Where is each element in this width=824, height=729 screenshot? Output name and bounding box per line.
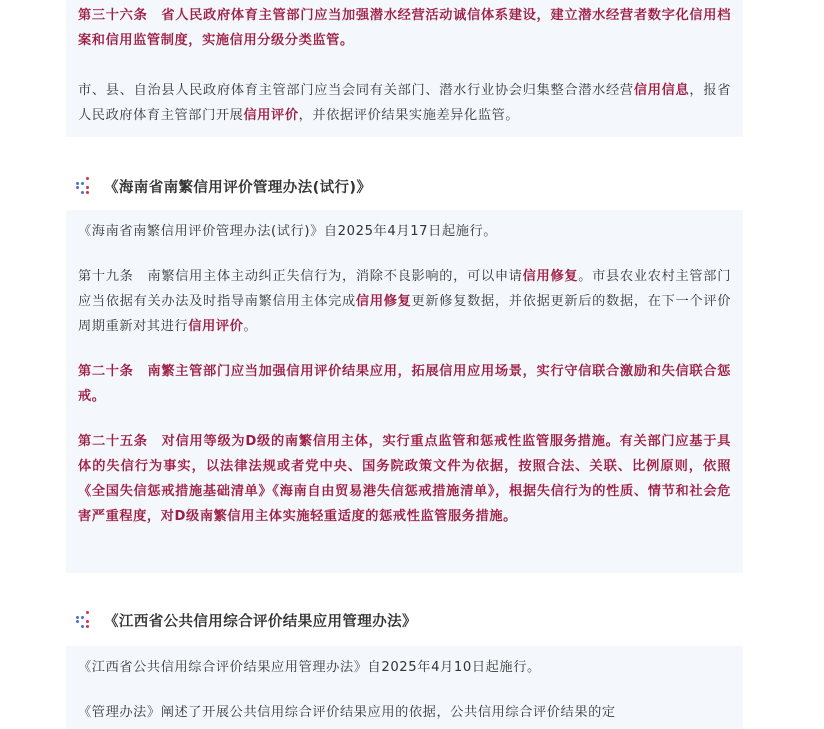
article-19-text-4: 。 <box>243 319 258 334</box>
diving-credit-text-3: ，并依据评价结果实施差异化监管。 <box>298 108 520 123</box>
dot-grid-icon <box>76 177 90 195</box>
diving-credit-paragraph <box>78 78 731 128</box>
jiangxi-effective-date <box>78 655 731 680</box>
section-title: 《江西省公共信用综合评价结果应用管理办法》 <box>104 613 417 630</box>
diving-credit-text-2: ，报省人民政府体育主管部门开展 <box>78 83 732 123</box>
highlight-credit-repair: 信用修复 <box>522 269 579 284</box>
article-20-text: 第二十条 南繁主管部门应当加强信用评价结果应用，拓展信用应用场景，实行守信联合激励和失信联合惩戒。 <box>78 364 731 404</box>
section-heading-nanfan <box>76 174 371 198</box>
highlight-credit-info: 信用信息 <box>633 83 690 98</box>
article-card-jiangxi <box>66 646 743 729</box>
article-25-paragraph <box>78 429 731 529</box>
highlight-credit-evaluation-2: 信用评价 <box>188 319 244 334</box>
article-19-text-1: 第十九条 南繁信用主体主动纠正失信行为，消除不良影响的，可以申请 <box>78 269 523 284</box>
highlight-credit-evaluation: 信用评价 <box>243 108 299 123</box>
article-card-nanfan <box>66 210 743 573</box>
article-36-text: 第三十六条 省人民政府体育主管部门应当加强潜水经营活动诚信体系建设，建立潜水经营者数字化信用档案和信用监管制度，实施信用分级分类监管。 <box>78 8 731 48</box>
article-19-text-2: 。市县农业农村主管部门应当依据有关办法及时指导南繁信用主体完成 <box>78 269 731 309</box>
nanfan-effective-date <box>78 219 731 244</box>
article-19-text-3: 更新修复数据，并依据更新后的数据，在下一个评价周期重新对其进行 <box>78 294 732 334</box>
article-19-paragraph <box>78 264 731 339</box>
diving-credit-text-1: 市、县、自治县人民政府体育主管部门应当会同有关部门、潜水行业协会归集整合潜水经营 <box>78 83 634 98</box>
section-heading-jiangxi <box>76 608 417 632</box>
management-measures-paragraph <box>78 700 731 725</box>
highlight-credit-repair-2: 信用修复 <box>355 294 412 309</box>
management-measures-text: 《管理办法》阐述了开展公共信用综合评价结果应用的依据，公共信用综合评价结果的定 <box>78 705 616 720</box>
article-36-paragraph <box>78 3 731 53</box>
nanfan-effective-text: 《海南省南繁信用评价管理办法(试行)》自2025年4月17日起施行。 <box>78 224 498 239</box>
section-title: 《海南省南繁信用评价管理办法(试行)》 <box>104 179 372 196</box>
jiangxi-effective-text: 《江西省公共信用综合评价结果应用管理办法》自2025年4月10日起施行。 <box>78 660 541 675</box>
article-25-text: 第二十五条 对信用等级为D级的南繁信用主体，实行重点监管和惩戒性监管服务措施。有关部门应基于具体的失信行为事实，以法律法规或者党中央、国务院政策文件为依据，按照合法、关联、比例原则，依照《全国失信惩戒措施基础清单》《海南自由贸易港失信惩戒措施清单》，根据失信行为的性质、情节和社会危害严重程度，对D级南繁信用主体实施轻重适度的惩戒性监管服务措施。 <box>78 434 731 524</box>
article-20-paragraph <box>78 359 731 409</box>
article-card-diving <box>66 0 743 137</box>
dot-grid-icon <box>76 611 90 629</box>
